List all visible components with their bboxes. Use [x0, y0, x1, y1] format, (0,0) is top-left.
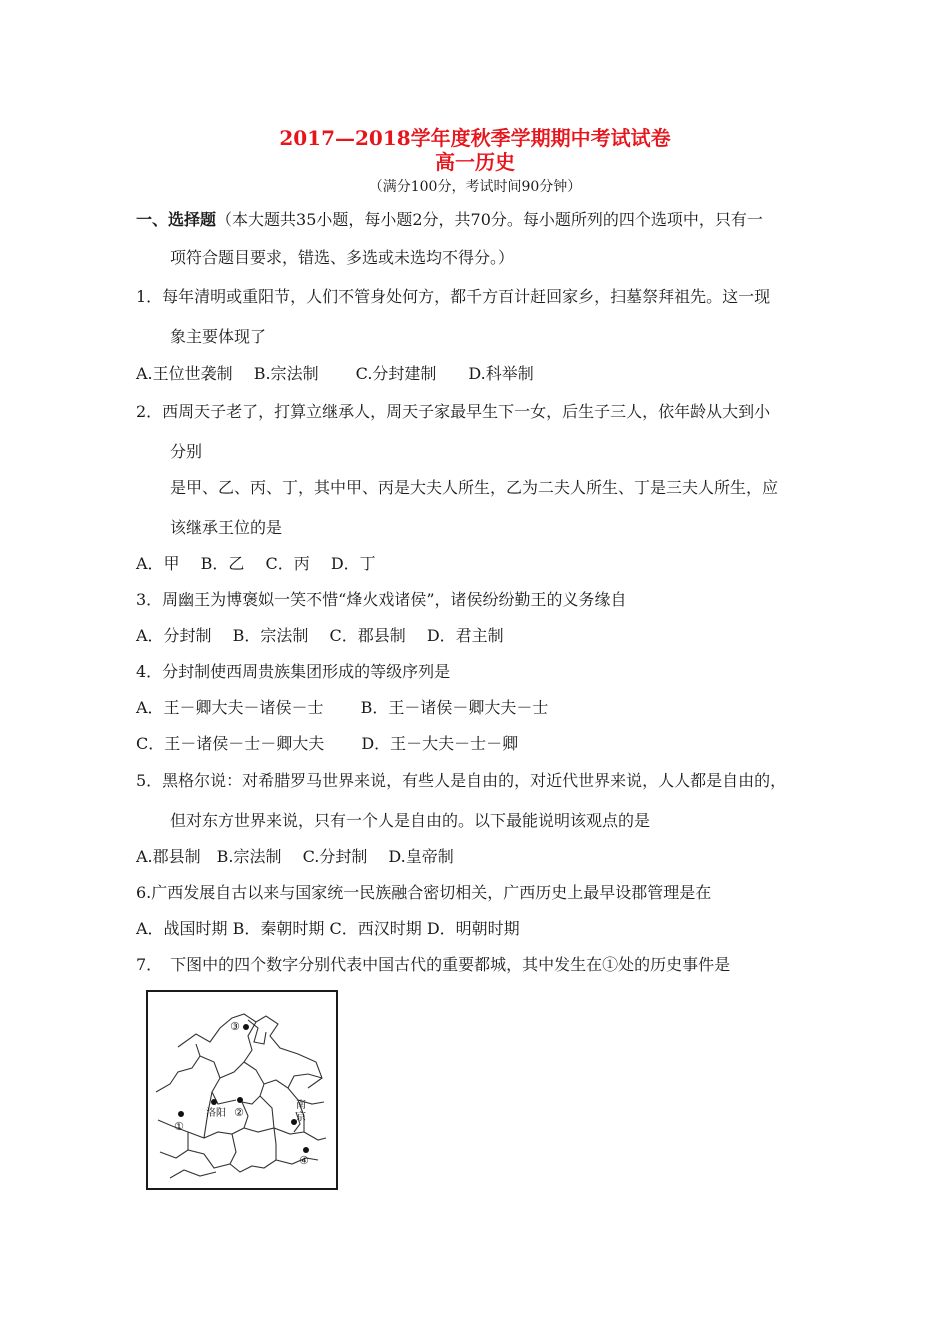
question-stem: 6.广西发展自古以来与国家统一民族融合密切相关，广西历史上最早设郡管理是在	[136, 883, 712, 902]
map-label-jing: 京	[296, 1112, 306, 1123]
question-stem: 该继承王位的是	[170, 518, 283, 537]
question-stem: 但对东方世界来说，只有一个人是自由的。以下最能说明该观点的是	[170, 811, 651, 830]
capital-dot-4	[303, 1147, 309, 1153]
question-options: A.王位世袭制 B.宗法制 C.分封建制 D.科举制	[136, 364, 534, 383]
exam-title: 2017—2018学年度秋季学期期中考试试卷	[279, 126, 671, 150]
question-stem: 3．周幽王为博褒姒一笑不惜“烽火戏诸侯”，诸侯纷纷勤王的义务缘自	[136, 590, 627, 609]
question-options: A．分封制 B．宗法制 C．郡县制 D．君主制	[136, 626, 504, 645]
map-graphic	[148, 992, 336, 1188]
capital-dot-3	[243, 1024, 249, 1030]
map-label-4: ④	[299, 1154, 309, 1167]
section-heading-line	[136, 210, 763, 230]
exam-subject: 高一历史	[435, 150, 515, 174]
map-label-1: ①	[174, 1120, 184, 1133]
question-options: A．战国时期 B．秦朝时期 C．西汉时期 D．明朝时期	[136, 919, 520, 938]
question-stem: 5．黑格尔说：对希腊罗马世界来说，有些人是自由的，对近代世界来说，人人都是自由的，	[136, 771, 787, 790]
capital-dot-2	[237, 1097, 243, 1103]
map-label-3: ③	[230, 1020, 240, 1033]
map-label-nan: 南	[296, 1100, 306, 1111]
question-options: A．甲 B．乙 C．丙 D．丁	[136, 554, 376, 573]
capital-dot-luoyang	[211, 1099, 217, 1105]
capital-dot-1	[178, 1111, 184, 1117]
section-instructions: （本大题共35小题，每小题2分，共70分。每小题所列的四个选项中，只有一	[216, 210, 763, 229]
question-options: A.郡县制 B.宗法制 C.分封制 D.皇帝制	[136, 847, 454, 866]
question-options: C．王－诸侯－士－卿大夫 D．王－大夫－士－卿	[136, 734, 519, 753]
question-stem: 2．西周天子老了，打算立继承人，周天子家最早生下一女，后生子三人，依年龄从大到小	[136, 402, 771, 421]
question-stem: 4．分封制使西周贵族集团形成的等级序列是	[136, 662, 451, 681]
map-label-luoyang: 洛阳	[206, 1108, 226, 1119]
map-label-2: ②	[234, 1106, 244, 1119]
exam-note: （满分100分，考试时间90分钟）	[368, 179, 582, 195]
section-instructions-cont: 项符合题目要求，错选、多选或未选均不得分。）	[170, 248, 515, 267]
china-capitals-map	[146, 990, 338, 1190]
question-stem: 7． 下图中的四个数字分别代表中国古代的重要都城，其中发生在①处的历史事件是	[136, 955, 731, 974]
question-stem: 是甲、乙、丙、丁，其中甲、丙是大夫人所生，乙为二夫人所生、丁是三夫人所生，应	[170, 478, 779, 497]
section-heading: 一、选择题	[136, 210, 217, 229]
question-stem: 分别	[170, 442, 203, 461]
question-stem: 1．每年清明或重阳节，人们不管身处何方，都千方百计赶回家乡，扫墓祭拜祖先。这一现	[136, 287, 771, 306]
question-options: A．王－卿大夫－诸侯－士 B．王－诸侯－卿大夫－士	[136, 698, 549, 717]
question-stem: 象主要体现了	[170, 327, 267, 346]
